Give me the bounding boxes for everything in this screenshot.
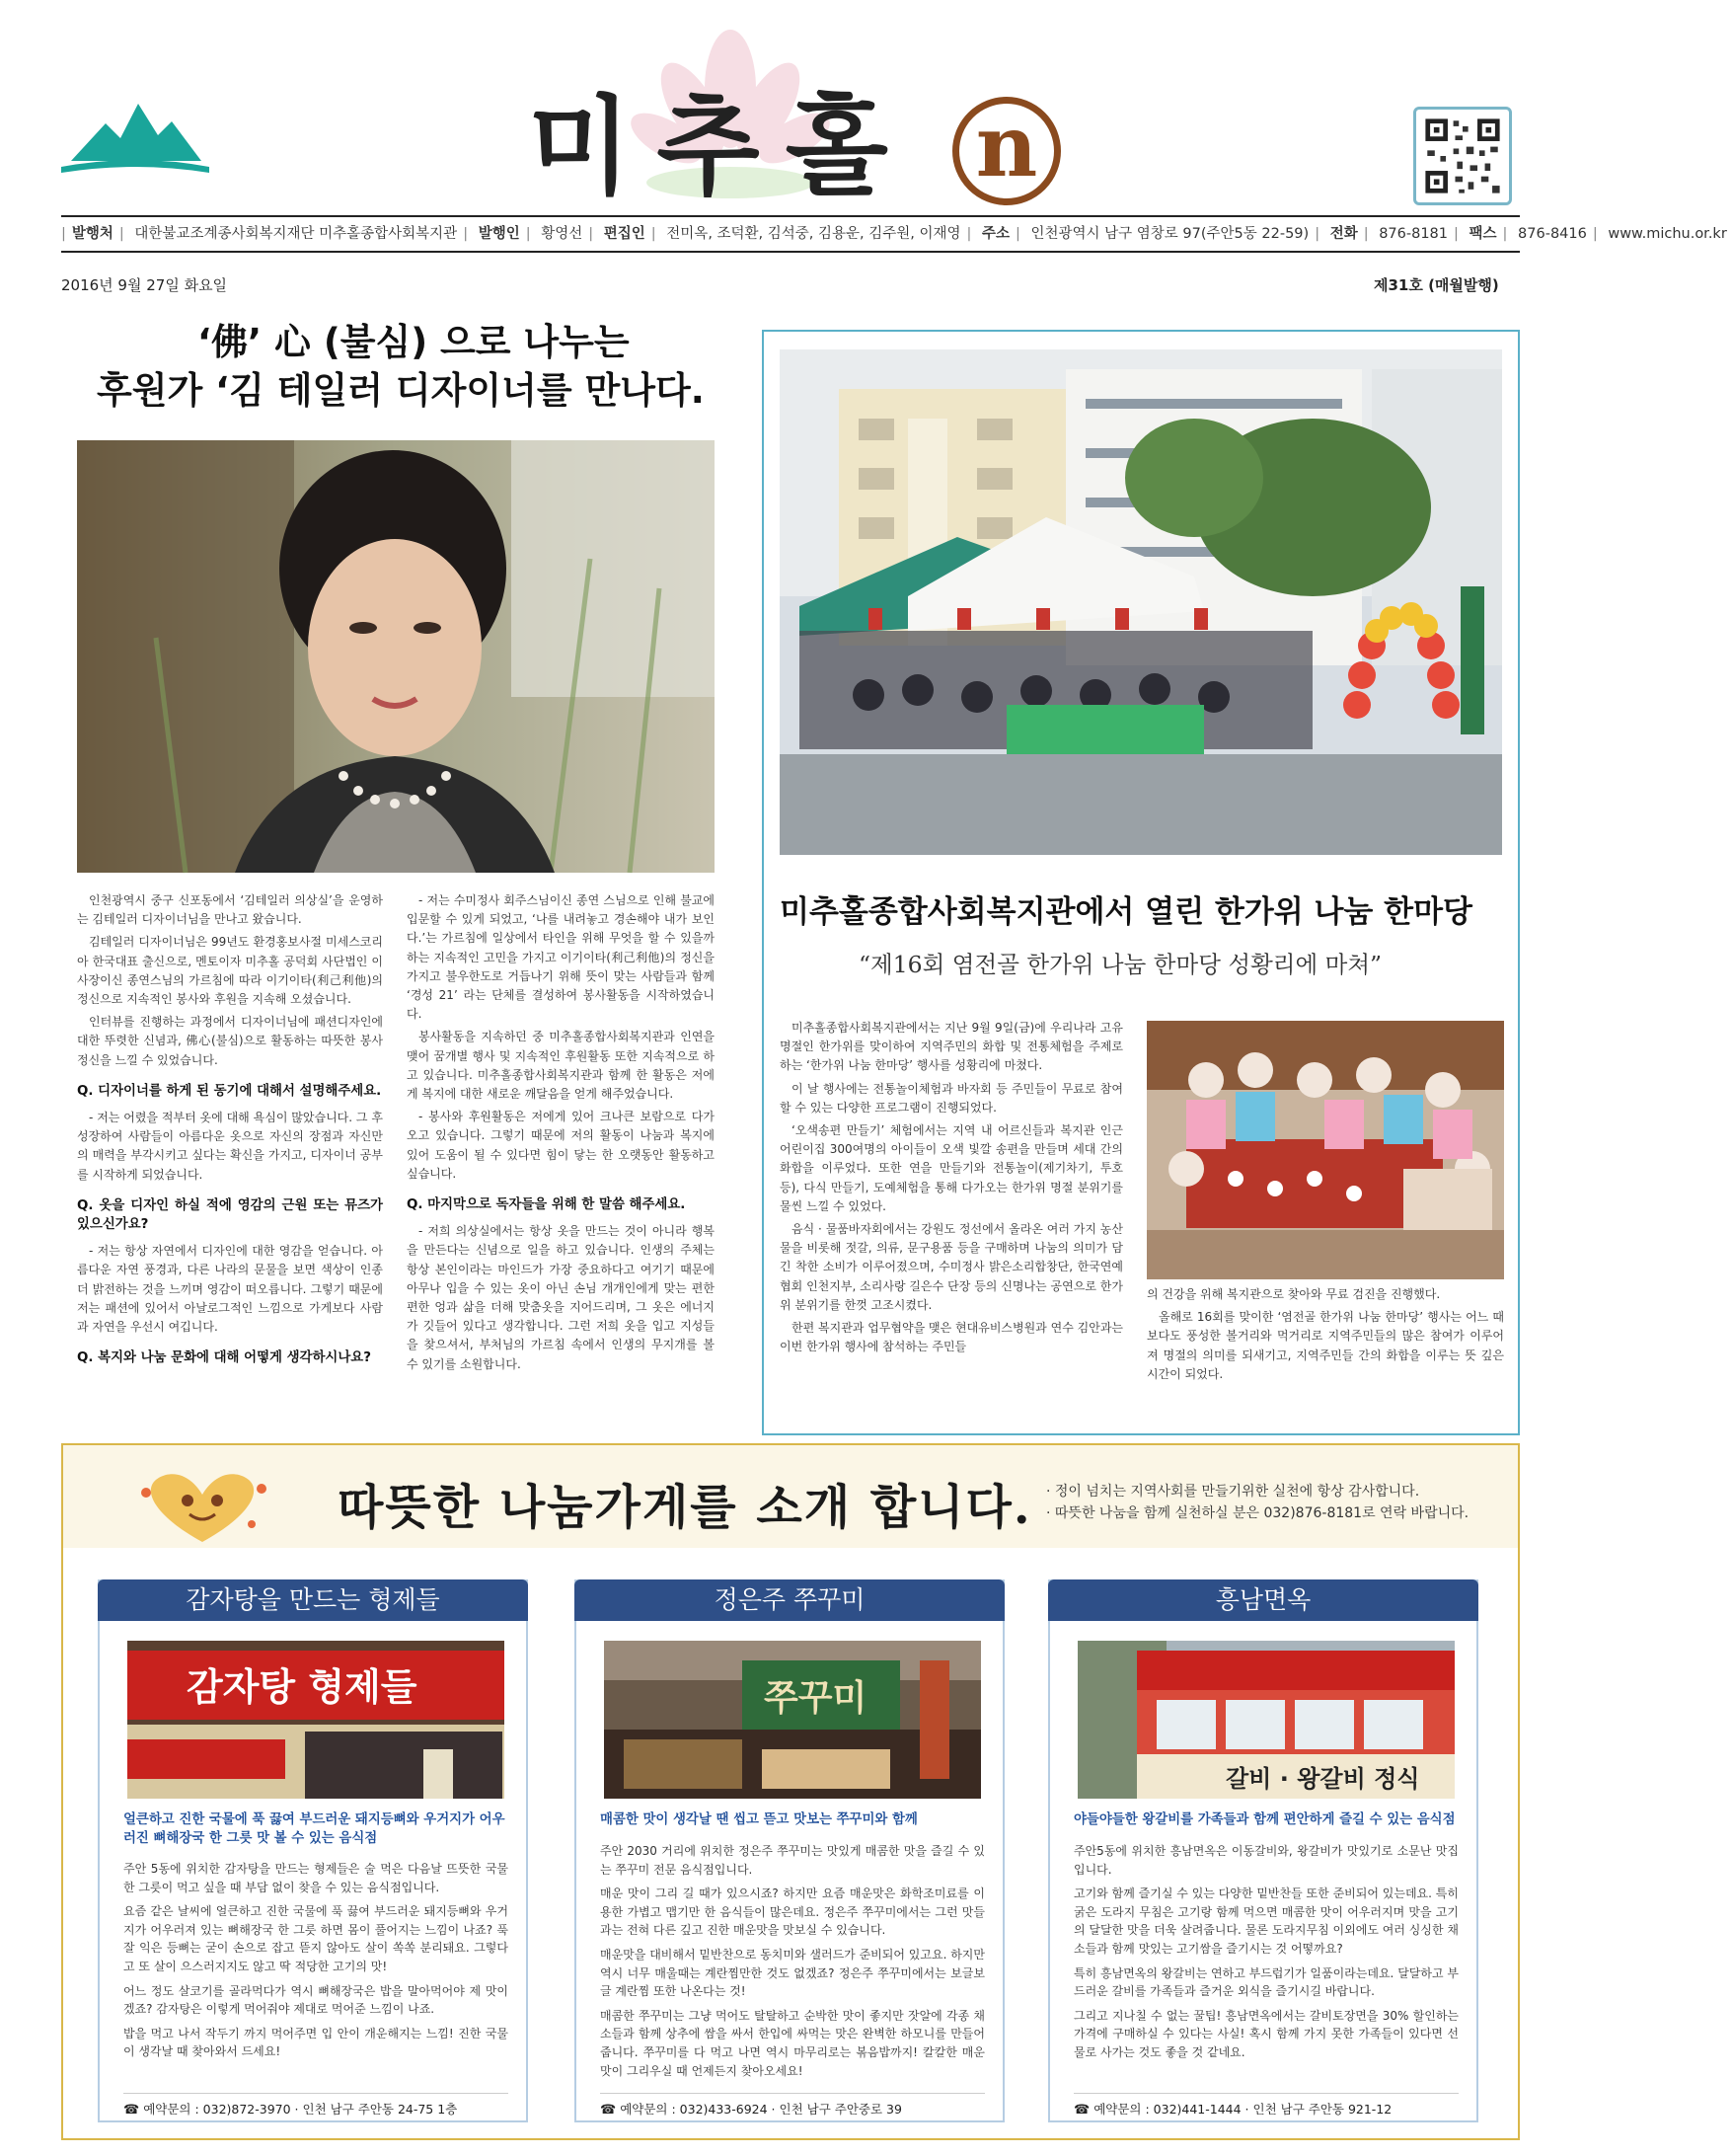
- article-paragraph: 김테일러 디자이너님은 99년도 환경홍보사절 미세스코리아 한국대표 출신으로, 멘토이자 미추홀 공덕회 사단법인 이사장이신 종연스님의 가르침에 따라 이기이타(利己利他)의 정신으로 지속적인 봉사와 후원을 지속해 오셨습니다.: [77, 935, 383, 1007]
- website-link[interactable]: www.michu.or.kr: [1608, 226, 1727, 242]
- store-sign-text: 감자탕 형제들: [187, 1665, 417, 1709]
- left-article-headline-1: ‘佛’ 心 (불심) 으로 나누는: [197, 321, 630, 363]
- article-paragraph: - 저는 항상 자연에서 디자인에 대한 영감을 얻습니다. 아름다운 자연 풍경과, 다른 나라의 문물을 보면 색상이 인종 더 밝전하는 것을 느끼며 영감이 떠오릅니다. 그렇기 때문에 저는 패션에 있어서 아날로그적인 느낌으로 가게보다 사람과 자연을 우선시 여깁니다.: [77, 1244, 383, 1335]
- store-paragraph: 고기와 함께 즐기실 수 있는 다양한 밑반찬들 또한 준비되어 있는데요. 특히 굵은 도라지 무침은 고기랑 함께 먹으면 매콤한 맛이 어우러지며 맛을 고기의 달달한 맛을 더욱 살려줍니다. 물론 도라지무침 이외에도 여러 싱싱한 채소들과 함께 맛있는 고기쌈을 즐기시는 것 어떻까요?: [1074, 1886, 1459, 1956]
- store-card-gamjatang: [98, 1579, 528, 2122]
- phone-icon: ☎: [123, 2103, 140, 2118]
- article-paragraph: 이 날 행사에는 전통놀이체험과 바자회 등 주민들이 무료로 참여할 수 있는 다양한 프로그램이 진행되었다.: [780, 1081, 1123, 1115]
- info-label: 편집인: [603, 226, 645, 242]
- store-paragraph: 특히 흥남면옥의 왕갈비는 연하고 부드럽기가 일품이라는데요. 달달하고 부드러운 갈비를 가족들과 즐거운 외식을 즐기시길 바랍니다.: [1074, 1965, 1459, 1999]
- store-description: [600, 1842, 985, 2086]
- store-name: 정은주 쭈꾸미: [574, 1579, 1005, 1621]
- store-contact: [1074, 2093, 1459, 2118]
- article-paragraph: ‘오색송편 만들기’ 체험에서는 지역 내 어르신들과 복지관 인근 어린이집 300여명의 아이들이 오색 빛깔 송편을 만들며 세대 간의 화합을 이루었다. 또한 연을 만들기와 전통놀이(제기차기, 투호 등), 다식 만들기, 도예체험을 통해 다가오는 한가위 명절 분위기를 물씬 느낄 수 있었다.: [780, 1123, 1123, 1213]
- info-label: 발행인: [478, 226, 520, 242]
- mountain-logo-icon: [61, 94, 209, 178]
- store-paragraph: 밥을 먹고 나서 작두기 까지 먹어주면 입 안이 개운해지는 느낌! 진한 국물이 생각날 때 찾아와서 드세요!: [123, 2026, 508, 2059]
- store-paragraph: 주안 5동에 위치한 감자탕을 만드는 형제들은 술 먹은 다음날 뜨뜻한 국물 한 그릇이 먹고 싶을 때 부담 없이 찾을 수 있는 음식점입니다.: [123, 1862, 508, 1894]
- left-article-column-1: [77, 891, 383, 1375]
- phone-icon: ☎: [600, 2103, 617, 2118]
- article-paragraph: 의 건강을 위해 복지관으로 찾아와 무료 검진을 진행했다.: [1147, 1287, 1441, 1301]
- publication-info-bar: | 발행처 | 대한불교조계종사회복지재단 미추홀종합사회복지관 | 발행인 | 황영선 | 편집인 | 전미옥, 조덕환, 김석중, 김용운, 김주원, 이재영 | 주소 | 인천광역시 남구 염창로 97(주안5동 22-59) | 전화 | 876-8181 | 팩스 | 876-8416 | www.michu.or.kr: [61, 226, 1727, 242]
- interview-question: Q. 마지막으로 독자들을 위해 한 말씀 해주세요.: [407, 1197, 686, 1213]
- article-paragraph: 미추홀종합사회복지관에서는 지난 9월 9일(금)에 우리나라 고유 명절인 한가위를 맞이하여 지역주민의 화합 및 전통체험을 주제로 하는 ‘한가위 나눔 한마당’ 행사를 성황리에 마쳤다.: [780, 1021, 1123, 1073]
- interview-question: Q. 옷을 디자인 하실 적에 영감의 근원 또는 뮤즈가 있으신가요?: [77, 1197, 383, 1233]
- festival-photo: [780, 349, 1502, 855]
- right-article-column-2: [1147, 1285, 1504, 1388]
- store-photo: [1078, 1641, 1455, 1799]
- store-tagline: 야들야들한 왕갈비를 가족들과 함께 편안하게 즐길 수 있는 음식점: [1074, 1812, 1456, 1827]
- address: 인천광역시 남구 염창로 97(주안5동 22-59): [1030, 226, 1310, 242]
- info-label: 발행처: [71, 226, 113, 242]
- left-article-headline-2: 후원가 ‘김 테일러 디자이너를 만나다.: [97, 369, 705, 412]
- interview-question: Q. 디자이너를 하게 된 동기에 대해서 설명해주세요.: [77, 1083, 382, 1099]
- issue-date: 2016년 9월 27일 화요일: [61, 276, 228, 294]
- fax-number: 876-8416: [1518, 226, 1587, 242]
- store-contact: [600, 2093, 985, 2118]
- store-paragraph: 주안 2030 거리에 위치한 정은주 쭈꾸미는 맛있게 매콤한 맛을 즐길 수 있는 쭈꾸미 전문 음식점입니다.: [600, 1844, 985, 1877]
- sharing-stores-notes: [1046, 1481, 1469, 1524]
- article-paragraph: 한편 복지관과 업무협약을 맺은 현대유비스병원과 연수 김안과는 이번 한가위 행사에 참석하는 주민들: [780, 1321, 1123, 1354]
- masthead-badge: n: [952, 97, 1061, 205]
- store-card-jjukkumi: [574, 1579, 1005, 2122]
- phone-number: 876-8181: [1379, 226, 1449, 242]
- store-description: [123, 1860, 508, 2067]
- children-activity-photo: [1147, 1021, 1504, 1279]
- heart-hands-icon: [128, 1463, 276, 1548]
- phone-icon: ☎: [1074, 2103, 1091, 2118]
- info-label: 팩스: [1469, 226, 1497, 242]
- right-article-subtitle: “제16회 염전골 한가위 나눔 한마당 성황리에 마쳐”: [859, 951, 1383, 978]
- store-tagline: 얼큰하고 진한 국물에 푹 끓여 부드러운 돼지등뼈와 우거지가 어우러진 뼈해장국 한 그릇 맛 볼 수 있는 음식점: [123, 1812, 505, 1846]
- issue-number: 제31호 (매월발행): [1374, 276, 1499, 294]
- store-card-heungnam: [1048, 1579, 1478, 2122]
- store-photo: [604, 1641, 981, 1799]
- publisher-org: 대한불교조계종사회복지재단 미추홀종합사회복지관: [134, 226, 458, 242]
- store-paragraph: 요즘 같은 날씨에 얼큰하고 진한 국물에 푹 끓여 부드러운 돼지등뼈와 우거지가 어우러져 있는 뼈해장국 한 그릇 하면 몸이 풀어지는 느낌이 나죠? 푹 잘 익은 등뼈는 굳이 손으로 잡고 뜯지 않아도 살이 쏙쏙 분리돼요. 그렇다고 또 살이 으스러지지도 않고 딱 적당한 고기의 맛!: [123, 1904, 508, 1973]
- article-paragraph: - 봉사와 후원활동은 저에게 있어 크나큰 보람으로 다가 오고 있습니다. 그렇기 때문에 저의 활동이 나눔과 복지에 있어 도움이 될 수 있다면 힘이 닿는 한 오랫동안 활동하고 싶습니다.: [407, 1110, 715, 1181]
- article-paragraph: - 저는 어렸을 적부터 옷에 대해 욕심이 많았습니다. 그 후 성장하여 사람들이 아름다운 옷으로 자신의 장점과 자신만의 매력을 부각시키고 싶다는 확신을 가지고, 디자이너 공부를 시작하게 되었습니다.: [77, 1111, 383, 1182]
- banner-note: · 정이 넘치는 지역사회를 만들기위한 실천에 항상 감사합니다.: [1046, 1484, 1420, 1500]
- store-paragraph: 매운맛을 대비해서 밑반찬으로 동치미와 샐러드가 준비되어 있고요. 하지만 역시 너무 매울때는 계란찜만한 것도 없겠죠? 정은주 쭈꾸미에서는 보글보글 계란찜 또한 나온다는 것!: [600, 1947, 985, 1999]
- info-label: 전화: [1329, 226, 1358, 242]
- article-paragraph: 올해로 16회를 맞이한 ‘염전골 한가위 나눔 한마당’ 행사는 어느 때 보다도 풍성한 볼거리와 먹거리로 지역주민들의 많은 참여가 이루어져 명절의 의미를 되새기고, 지역주민들 간의 화합을 이루는 뜻 깊은 시간이 되었다.: [1147, 1310, 1504, 1381]
- store-paragraph: 매콤한 쭈꾸미는 그냥 먹어도 탈탈하고 순박한 맛이 좋지만 잣알에 각종 채소들과 함께 상추에 쌈을 싸서 한입에 싸먹는 맛은 완벽한 하모니를 만들어 줍니다. 쭈꾸미를 다 먹고 나면 역시 마무리로는 볶음밥까지! 칼칼한 매운맛이 그리우실 때 언제든지 찾아오세요!: [600, 2008, 985, 2078]
- interview-question: Q. 복지와 나눔 문화에 대해 어떻게 생각하시나요?: [77, 1350, 371, 1366]
- article-paragraph: 음식 · 물품바자회에서는 강원도 정선에서 올라온 여러 가지 농산물을 비롯해 젓갈, 의류, 문구용품 등을 구매하며 나눔의 의미가 담긴 착한 소비가 이루어졌으며, 수미정사 밝은소리합창단, 한국연예협회 인천지부, 소리사랑 길은수 단장 등의 신명나는 공연으로 한가위 분위기를 한껏 고조시켰다.: [780, 1222, 1123, 1312]
- store-contact: [123, 2093, 508, 2118]
- article-paragraph: 인터뷰를 진행하는 과정에서 디자이너님에 패션디자인에 대한 뚜렷한 신념과, 佛心(불심)으로 활동하는 따뜻한 봉사정신을 느낄 수 있었습니다.: [77, 1015, 383, 1067]
- editors: 전미옥, 조덕환, 김석중, 김용운, 김주원, 이재영: [666, 226, 961, 242]
- store-paragraph: 주안5동에 위치한 흥남면옥은 이동갈비와, 왕갈비가 맛있기로 소문난 맛집입니다.: [1074, 1844, 1459, 1877]
- qr-code-icon[interactable]: [1413, 107, 1512, 205]
- store-contact-text: 예약문의 : 032)433-6924 · 인천 남구 주안중로 39: [620, 2102, 902, 2117]
- masthead-rule-bottom: [61, 251, 1520, 253]
- sharing-stores-title: 따뜻한 나눔가게를 소개 합니다.: [338, 1480, 1032, 1535]
- masthead-rule-top: [61, 215, 1520, 217]
- article-paragraph: 봉사활동을 지속하던 중 미추홀종합사회복지관과 인연을 맺어 꿈개별 행사 및 지속적인 후원활동 또한 지속적으로 하고 있습니다. 미추홀종합사회복지관과 함께 한 활동은 저에게 복지에 대한 새로운 깨달음을 얻게 해주었습니다.: [407, 1030, 715, 1102]
- publisher-name: 황영선: [541, 226, 583, 242]
- store-contact-text: 예약문의 : 032)441-1444 · 인천 남구 주안동 921-12: [1093, 2102, 1393, 2117]
- designer-portrait-photo: [77, 440, 715, 873]
- store-sign-text: 갈비 · 왕갈비 정식: [1226, 1765, 1420, 1793]
- masthead-title: 미추홀: [528, 85, 914, 209]
- store-photo: [127, 1641, 504, 1799]
- left-article-column-2: [407, 891, 715, 1378]
- store-paragraph: 매운 맛이 그리 길 때가 있으시죠? 하지만 요즘 매운맛은 화학조미료를 이용한 가볍고 맵기만 한 음식들이 많은데요. 정은주 쭈꾸미에서는 그런 맛들과는 전혀 다른 깊고 진한 매운맛을 맛보실 수 있습니다.: [600, 1886, 985, 1938]
- store-paragraph: 어느 정도 살코기를 골라먹다가 역시 뼈해장국은 밥을 말아먹어야 제 맛이겠죠? 감자탕은 이렇게 먹어줘야 제대로 먹어준 느낌이 나죠.: [123, 1983, 508, 2017]
- article-paragraph: - 저는 수미정사 회주스님이신 종연 스님으로 인해 불교에 입문할 수 있게 되었고, ‘나를 내려놓고 경손해야 내가 보인다.’는 가르침에 일상에서 타인을 위해 무엇을 할 수 있을까하는 지속적인 고민을 가지고 이기이타(利己利他)의 정신을 가지고 불우한도로 거듭나기 위해 뜻이 맞는 사람들과 함께 ‘경성 21’ 라는 단체를 결성하여 봉사활동을 시작하였습니다.: [407, 893, 715, 1022]
- store-description: [1074, 1842, 1459, 2068]
- store-paragraph: 그리고 지나칠 수 없는 꿀팁! 흥남면옥에서는 갈비토장면을 30% 할인하는 가격에 구매하실 수 있다는 사실! 혹시 함께 가지 못한 가족들이 있다면 선물로 사가는 것도 좋을 것 같네요.: [1074, 2008, 1459, 2059]
- right-article-title: 미추홀종합사회복지관에서 열린 한가위 나눔 한마당: [780, 894, 1472, 930]
- store-name: 흥남면옥: [1048, 1579, 1478, 1621]
- store-name: 감자탕을 만드는 형제들: [98, 1579, 528, 1621]
- store-tagline: 매콤한 맛이 생각날 땐 씹고 뜯고 맛보는 쭈꾸미와 함께: [600, 1812, 918, 1827]
- info-label: 주소: [982, 226, 1011, 242]
- article-paragraph: - 저희 의상실에서는 항상 옷을 만드는 것이 아니라 행복을 만든다는 신념으로 일을 하고 있습니다. 인생의 주체는 항상 본인이라는 마인드가 가장 중요하다고 여기기 때문에 아무나 입을 수 있는 옷이 아닌 손님 개개인에게 맞는 편한 편한 엉과 삶을 더해 맞춤옷을 지어드리며, 그 옷은 에너지가 깃들어 있다고 생각합니다. 그런 저희 옷을 입고 지성들을 찾으셔서, 부처님의 가르침 속에서 인생의 무지개를 볼 수 있기를 소원합니다.: [407, 1224, 715, 1371]
- right-article-column-1: [780, 1019, 1123, 1360]
- banner-note: · 따뜻한 나눔을 함께 실천하실 분은 032)876-8181로 연락 바랍니다.: [1046, 1505, 1469, 1521]
- article-paragraph: 인천광역시 중구 신포동에서 ‘김테일러 의상실’을 운영하는 김테일러 디자이너님을 만나고 왔습니다.: [77, 893, 383, 927]
- store-contact-text: 예약문의 : 032)872-3970 · 인천 남구 주안동 24-75 1층: [143, 2102, 458, 2117]
- store-sign-text: 쭈꾸미: [764, 1678, 867, 1719]
